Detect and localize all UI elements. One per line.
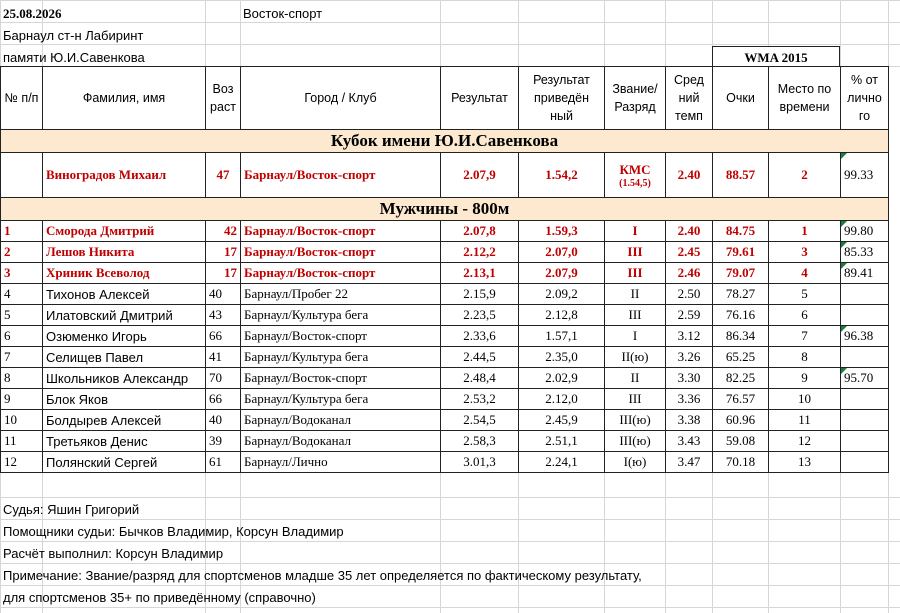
row-name[interactable]: Илатовский Дмитрий bbox=[43, 305, 206, 326]
row-result[interactable]: 2.15,9 bbox=[441, 284, 519, 305]
row-points[interactable]: 86.34 bbox=[713, 326, 769, 347]
row-points[interactable]: 76.16 bbox=[713, 305, 769, 326]
results-body bbox=[1, 221, 889, 473]
table-row bbox=[1, 368, 889, 389]
calc-line[interactable]: Расчёт выполнил: Корсун Владимир bbox=[3, 546, 224, 561]
row-club[interactable]: Барнаул/Лично bbox=[241, 452, 441, 473]
table-row bbox=[1, 263, 889, 284]
row-place[interactable]: 13 bbox=[769, 452, 841, 473]
guest-age[interactable]: 47 bbox=[206, 153, 241, 198]
row-place[interactable]: 4 bbox=[769, 263, 841, 284]
table-row bbox=[1, 221, 889, 242]
row-points[interactable]: 79.07 bbox=[713, 263, 769, 284]
row-result[interactable]: 2.44,5 bbox=[441, 347, 519, 368]
guest-adjusted[interactable]: 1.54,2 bbox=[519, 153, 605, 198]
row-pct[interactable]: 99.80 bbox=[841, 221, 889, 242]
row-rank[interactable]: II bbox=[605, 284, 666, 305]
col-club-header[interactable]: Город / Клуб bbox=[241, 67, 441, 130]
row-points[interactable]: 84.75 bbox=[713, 221, 769, 242]
row-club[interactable]: Барнаул/Восток-спорт bbox=[241, 263, 441, 284]
venue-cell[interactable]: Барнаул ст-н Лабиринт bbox=[3, 28, 144, 43]
row-name[interactable]: Селищев Павел bbox=[43, 347, 206, 368]
row-result[interactable]: 2.13,1 bbox=[441, 263, 519, 284]
row-name[interactable]: Полянский Сергей bbox=[43, 452, 206, 473]
row-place[interactable]: 10 bbox=[769, 389, 841, 410]
row-result[interactable]: 2.48,4 bbox=[441, 368, 519, 389]
row-age[interactable]: 39 bbox=[206, 431, 241, 452]
row-pct[interactable] bbox=[841, 431, 889, 452]
row-pct[interactable] bbox=[841, 284, 889, 305]
table-row bbox=[1, 284, 889, 305]
row-rank[interactable]: III bbox=[605, 242, 666, 263]
row-place[interactable]: 5 bbox=[769, 284, 841, 305]
row-rank[interactable]: III(ю) bbox=[605, 431, 666, 452]
row-age[interactable]: 17 bbox=[206, 242, 241, 263]
row-age[interactable]: 40 bbox=[206, 410, 241, 431]
row-adjusted[interactable]: 2.07,9 bbox=[519, 263, 605, 284]
row-points[interactable]: 82.25 bbox=[713, 368, 769, 389]
row-rank[interactable]: III bbox=[605, 305, 666, 326]
col-result-header[interactable]: Результат bbox=[441, 67, 519, 130]
row-age[interactable]: 41 bbox=[206, 347, 241, 368]
row-pct[interactable] bbox=[841, 347, 889, 368]
section-title-row bbox=[1, 198, 889, 221]
row-result[interactable]: 2.12,2 bbox=[441, 242, 519, 263]
cup-title[interactable]: Кубок имени Ю.И.Савенкова bbox=[1, 130, 889, 153]
table-row bbox=[1, 326, 889, 347]
row-rank[interactable]: III(ю) bbox=[605, 410, 666, 431]
row-adjusted[interactable]: 2.51,1 bbox=[519, 431, 605, 452]
col-age-header[interactable]: Воз раст bbox=[206, 67, 241, 130]
assistants-line[interactable]: Помощники судьи: Бычков Владимир, Корсун Владимир bbox=[3, 524, 344, 539]
row-rank[interactable]: III bbox=[605, 389, 666, 410]
row-adjusted[interactable]: 2.09,2 bbox=[519, 284, 605, 305]
row-points[interactable]: 76.57 bbox=[713, 389, 769, 410]
table-row bbox=[1, 389, 889, 410]
row-adjusted[interactable]: 2.45,9 bbox=[519, 410, 605, 431]
table-row bbox=[1, 305, 889, 326]
row-age[interactable]: 17 bbox=[206, 263, 241, 284]
row-age[interactable]: 66 bbox=[206, 389, 241, 410]
row-num[interactable]: 12 bbox=[1, 452, 43, 473]
row-result[interactable]: 2.54,5 bbox=[441, 410, 519, 431]
guest-club[interactable]: Барнаул/Восток-спорт bbox=[241, 153, 441, 198]
row-club[interactable]: Барнаул/Восток-спорт bbox=[241, 221, 441, 242]
row-name[interactable]: Сморода Дмитрий bbox=[43, 221, 206, 242]
row-pace[interactable]: 3.43 bbox=[666, 431, 713, 452]
row-num[interactable]: 4 bbox=[1, 284, 43, 305]
row-num[interactable]: 3 bbox=[1, 263, 43, 284]
row-name[interactable]: Блок Яков bbox=[43, 389, 206, 410]
row-pace[interactable]: 3.36 bbox=[666, 389, 713, 410]
row-club[interactable]: Барнаул/Культура бега bbox=[241, 389, 441, 410]
col-points-header[interactable]: Очки bbox=[713, 67, 769, 130]
note-line-2[interactable]: для спортсменов 35+ по приведённому (справочно) bbox=[3, 590, 316, 605]
row-name[interactable]: Тихонов Алексей bbox=[43, 284, 206, 305]
row-name[interactable]: Хриник Всеволод bbox=[43, 263, 206, 284]
row-result[interactable]: 2.33,6 bbox=[441, 326, 519, 347]
row-age[interactable]: 70 bbox=[206, 368, 241, 389]
row-points[interactable]: 60.96 bbox=[713, 410, 769, 431]
row-age[interactable]: 40 bbox=[206, 284, 241, 305]
guest-num[interactable] bbox=[1, 153, 43, 198]
row-result[interactable]: 3.01,3 bbox=[441, 452, 519, 473]
section-title[interactable]: Мужчины - 800м bbox=[1, 198, 889, 221]
row-pct[interactable]: 89.41 bbox=[841, 263, 889, 284]
row-name[interactable]: Школьников Александр bbox=[43, 368, 206, 389]
wma-label[interactable]: WMA 2015 bbox=[712, 46, 840, 66]
row-pace[interactable]: 3.30 bbox=[666, 368, 713, 389]
row-rank[interactable]: III bbox=[605, 263, 666, 284]
row-adjusted[interactable]: 1.57,1 bbox=[519, 326, 605, 347]
table-row bbox=[1, 410, 889, 431]
row-club[interactable]: Барнаул/Культура бега bbox=[241, 305, 441, 326]
row-rank[interactable]: I bbox=[605, 326, 666, 347]
header-row bbox=[1, 67, 889, 130]
guest-pct[interactable]: 99.33 bbox=[841, 153, 889, 198]
row-adjusted[interactable]: 2.02,9 bbox=[519, 368, 605, 389]
row-num[interactable]: 11 bbox=[1, 431, 43, 452]
cup-title-row bbox=[1, 130, 889, 153]
row-pct[interactable]: 95.70 bbox=[841, 368, 889, 389]
row-adjusted[interactable]: 2.24,1 bbox=[519, 452, 605, 473]
table-row bbox=[1, 431, 889, 452]
row-club[interactable]: Барнаул/Восток-спорт bbox=[241, 326, 441, 347]
row-age[interactable]: 42 bbox=[206, 221, 241, 242]
row-club[interactable]: Барнаул/Восток-спорт bbox=[241, 242, 441, 263]
row-points[interactable]: 70.18 bbox=[713, 452, 769, 473]
row-place[interactable]: 1 bbox=[769, 221, 841, 242]
col-place-header[interactable]: Место по времени bbox=[769, 67, 841, 130]
row-num[interactable]: 8 bbox=[1, 368, 43, 389]
row-adjusted[interactable]: 2.07,0 bbox=[519, 242, 605, 263]
row-result[interactable]: 2.23,5 bbox=[441, 305, 519, 326]
note-line-1[interactable]: Примечание: Звание/разряд для спортсменов младше 35 лет определяется по фактическому результату, bbox=[3, 568, 642, 583]
results-table bbox=[0, 66, 889, 473]
row-num[interactable]: 2 bbox=[1, 242, 43, 263]
row-club[interactable]: Барнаул/Водоканал bbox=[241, 410, 441, 431]
row-adjusted[interactable]: 2.12,8 bbox=[519, 305, 605, 326]
row-club[interactable]: Барнаул/Водоканал bbox=[241, 431, 441, 452]
row-club[interactable]: Барнаул/Восток-спорт bbox=[241, 368, 441, 389]
row-pace[interactable]: 2.50 bbox=[666, 284, 713, 305]
guest-points[interactable]: 88.57 bbox=[713, 153, 769, 198]
guest-name[interactable]: Виноградов Михаил bbox=[43, 153, 206, 198]
row-points[interactable]: 65.25 bbox=[713, 347, 769, 368]
row-place[interactable]: 12 bbox=[769, 431, 841, 452]
row-num[interactable]: 10 bbox=[1, 410, 43, 431]
col-name-header[interactable]: Фамилия, имя bbox=[43, 67, 206, 130]
row-pace[interactable]: 2.40 bbox=[666, 221, 713, 242]
guest-row bbox=[1, 153, 889, 198]
table-row bbox=[1, 347, 889, 368]
col-adjusted-header[interactable]: Результат приведён ный bbox=[519, 67, 605, 130]
guest-pace[interactable]: 2.40 bbox=[666, 153, 713, 198]
col-pace-header[interactable]: Сред ний темп bbox=[666, 67, 713, 130]
guest-result[interactable]: 2.07,9 bbox=[441, 153, 519, 198]
guest-rank[interactable] bbox=[605, 153, 666, 198]
row-pct[interactable] bbox=[841, 452, 889, 473]
table-row bbox=[1, 242, 889, 263]
guest-rank-sub: (1.54,5) bbox=[619, 177, 651, 189]
row-points[interactable]: 78.27 bbox=[713, 284, 769, 305]
row-age[interactable]: 66 bbox=[206, 326, 241, 347]
table-row bbox=[1, 452, 889, 473]
row-rank[interactable]: II bbox=[605, 368, 666, 389]
row-pct[interactable] bbox=[841, 389, 889, 410]
col-rank-header[interactable]: Звание/ Разряд bbox=[605, 67, 666, 130]
row-num[interactable]: 5 bbox=[1, 305, 43, 326]
guest-place[interactable]: 2 bbox=[769, 153, 841, 198]
row-result[interactable]: 2.58,3 bbox=[441, 431, 519, 452]
col-pct-header[interactable]: % от лично го bbox=[841, 67, 889, 130]
row-num[interactable]: 6 bbox=[1, 326, 43, 347]
row-rank[interactable]: II(ю) bbox=[605, 347, 666, 368]
row-place[interactable]: 8 bbox=[769, 347, 841, 368]
row-adjusted[interactable]: 1.59,3 bbox=[519, 221, 605, 242]
row-club[interactable]: Барнаул/Культура бега bbox=[241, 347, 441, 368]
row-result[interactable]: 2.07,8 bbox=[441, 221, 519, 242]
row-pace[interactable]: 2.46 bbox=[666, 263, 713, 284]
row-place[interactable]: 7 bbox=[769, 326, 841, 347]
row-name[interactable]: Озюменко Игорь bbox=[43, 326, 206, 347]
organizer-cell[interactable]: Восток-спорт bbox=[243, 6, 323, 21]
row-rank[interactable]: I(ю) bbox=[605, 452, 666, 473]
row-num[interactable]: 7 bbox=[1, 347, 43, 368]
row-pace[interactable]: 3.38 bbox=[666, 410, 713, 431]
row-place[interactable]: 6 bbox=[769, 305, 841, 326]
col-num-header[interactable]: № п/п bbox=[1, 67, 43, 130]
row-pace[interactable]: 2.45 bbox=[666, 242, 713, 263]
row-pace[interactable]: 3.26 bbox=[666, 347, 713, 368]
judge-line[interactable]: Судья: Яшин Григорий bbox=[3, 502, 140, 517]
memorial-cell[interactable]: памяти Ю.И.Савенкова bbox=[3, 50, 145, 65]
row-adjusted[interactable]: 2.12,0 bbox=[519, 389, 605, 410]
row-place[interactable]: 3 bbox=[769, 242, 841, 263]
row-num[interactable]: 9 bbox=[1, 389, 43, 410]
row-name[interactable]: Лешов Никита bbox=[43, 242, 206, 263]
row-result[interactable]: 2.53,2 bbox=[441, 389, 519, 410]
row-points[interactable]: 59.08 bbox=[713, 431, 769, 452]
row-pace[interactable]: 2.59 bbox=[666, 305, 713, 326]
guest-rank-label: КМС bbox=[619, 161, 651, 177]
event-date[interactable]: 25.08.2026 bbox=[3, 6, 62, 21]
row-adjusted[interactable]: 2.35,0 bbox=[519, 347, 605, 368]
row-pct[interactable]: 96.38 bbox=[841, 326, 889, 347]
row-age[interactable]: 61 bbox=[206, 452, 241, 473]
row-name[interactable]: Болдырев Алексей bbox=[43, 410, 206, 431]
row-pct[interactable] bbox=[841, 410, 889, 431]
row-pace[interactable]: 3.12 bbox=[666, 326, 713, 347]
row-age[interactable]: 43 bbox=[206, 305, 241, 326]
row-num[interactable]: 1 bbox=[1, 221, 43, 242]
row-points[interactable]: 79.61 bbox=[713, 242, 769, 263]
row-place[interactable]: 9 bbox=[769, 368, 841, 389]
row-pace[interactable]: 3.47 bbox=[666, 452, 713, 473]
row-place[interactable]: 11 bbox=[769, 410, 841, 431]
row-club[interactable]: Барнаул/Пробег 22 bbox=[241, 284, 441, 305]
row-name[interactable]: Третьяков Денис bbox=[43, 431, 206, 452]
row-pct[interactable]: 85.33 bbox=[841, 242, 889, 263]
row-rank[interactable]: I bbox=[605, 221, 666, 242]
row-pct[interactable] bbox=[841, 305, 889, 326]
